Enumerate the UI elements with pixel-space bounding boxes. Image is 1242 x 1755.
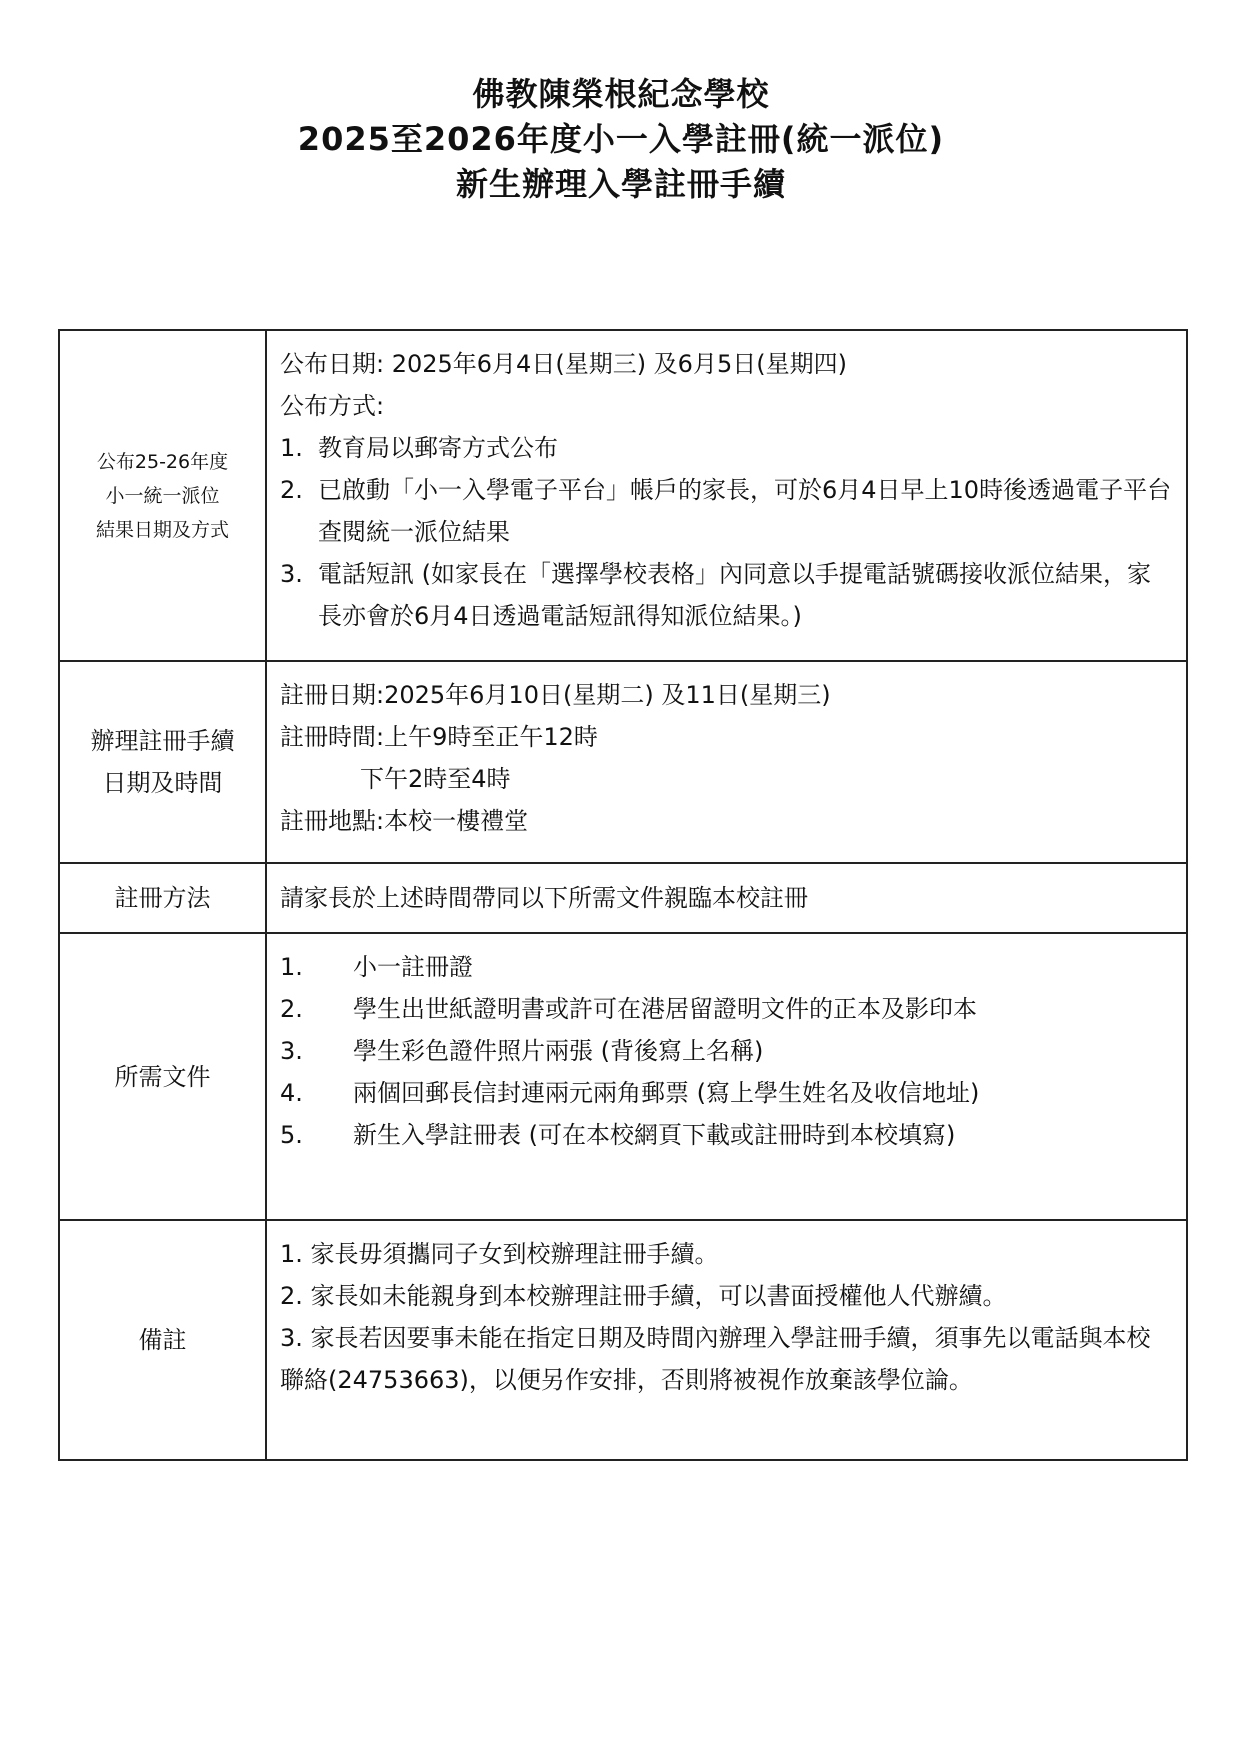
- list-item-number: 2.: [280, 476, 303, 504]
- content-remarks: [266, 1220, 1187, 1460]
- list-item: [280, 469, 1172, 553]
- list-item-text: 小一註冊證: [353, 953, 473, 981]
- list-item-text: 新生入學註冊表 (可在本校網頁下載或註冊時到本校填寫): [353, 1121, 956, 1149]
- label-schedule-line1: 辦理註冊手續: [90, 727, 235, 755]
- list-item: [280, 988, 1172, 1030]
- announcement-method-heading: 公布方式:: [280, 392, 385, 420]
- label-announcement: [59, 330, 266, 661]
- label-announcement-line3: 結果日期及方式: [95, 518, 229, 541]
- list-item-text: 兩個回郵長信封連兩元兩角郵票 (寫上學生姓名及收信地址): [353, 1079, 980, 1107]
- label-remarks: [59, 1220, 266, 1460]
- label-schedule: [59, 661, 266, 863]
- remark-item: 1. 家長毋須攜同子女到校辦理註冊手續。: [280, 1240, 719, 1268]
- document-header: [0, 72, 1242, 207]
- list-item-number: 3.: [280, 1037, 303, 1065]
- registration-date: 註冊日期:2025年6月10日(星期二) 及11日(星期三): [280, 681, 831, 709]
- list-item-text: 學生出世紙證明書或許可在港居留證明文件的正本及影印本: [353, 995, 977, 1023]
- remark-item: 3. 家長若因要事未能在指定日期及時間內辦理入學註冊手續，須事先以電話與本校聯絡(24753663)，以便另作安排，否則將被視作放棄該學位論。: [280, 1324, 1151, 1394]
- label-documents: [59, 933, 266, 1220]
- table-row-remarks: [59, 1220, 1187, 1460]
- list-item-number: 1.: [280, 953, 303, 981]
- list-item: [280, 1072, 1172, 1114]
- announcement-date: 公布日期: 2025年6月4日(星期三) 及6月5日(星期四): [280, 350, 847, 378]
- table-row-documents: [59, 933, 1187, 1220]
- content-documents: [266, 933, 1187, 1220]
- table-row-schedule: [59, 661, 1187, 863]
- list-item-number: 4.: [280, 1079, 303, 1107]
- list-item-number: 1.: [280, 434, 303, 462]
- school-name: 佛教陳榮根紀念學校: [472, 75, 770, 113]
- content-announcement: [266, 330, 1187, 661]
- list-item-text: 已啟動「小一入學電子平台」帳戶的家長，可於6月4日早上10時後透過電子平台查閱統一派位結果: [318, 476, 1172, 546]
- label-announcement-line1: 公布25-26年度: [96, 450, 229, 473]
- list-item-number: 2.: [280, 995, 303, 1023]
- registration-time-morning-line: [280, 716, 1172, 758]
- table-row-announcement: [59, 330, 1187, 661]
- list-item-number: 3.: [280, 560, 303, 588]
- content-method: [266, 863, 1187, 933]
- list-item-text: 教育局以郵寄方式公布: [318, 434, 558, 462]
- list-item: [280, 553, 1172, 637]
- document-subtitle: 2025至2026年度小一入學註冊(統一派位): [297, 120, 945, 158]
- procedure-title: 新生辦理入學註冊手續: [455, 165, 786, 203]
- method-text: 請家長於上述時間帶同以下所需文件親臨本校註冊: [280, 884, 808, 912]
- list-item: [280, 1030, 1172, 1072]
- remark-item: 2. 家長如未能親身到本校辦理註冊手續，可以書面授權他人代辦續。: [280, 1282, 1007, 1310]
- registration-venue: 註冊地點:本校一樓禮堂: [280, 807, 529, 835]
- list-item-text: 學生彩色證件照片兩張 (背後寫上名稱): [353, 1037, 764, 1065]
- content-schedule: [266, 661, 1187, 863]
- label-remarks-text: 備註: [138, 1326, 187, 1354]
- list-item: [280, 427, 1172, 469]
- list-item: [280, 946, 1172, 988]
- registration-time-morning: 上午9時至正午12時: [384, 723, 598, 751]
- list-item: [280, 1114, 1172, 1156]
- label-method-text: 註冊方法: [114, 884, 211, 912]
- registration-info-table: [58, 329, 1188, 1461]
- table-row-method: [59, 863, 1187, 933]
- label-announcement-line2: 小一統一派位: [105, 484, 220, 507]
- list-item-number: 5.: [280, 1121, 303, 1149]
- registration-time-label: 註冊時間:: [280, 723, 385, 751]
- registration-time-afternoon: 下午2時至4時: [360, 765, 511, 793]
- label-method: [59, 863, 266, 933]
- label-documents-text: 所需文件: [114, 1062, 211, 1091]
- list-item-text: 電話短訊 (如家長在「選擇學校表格」內同意以手提電話號碼接收派位結果，家長亦會於6月4日透過電話短訊得知派位結果。): [318, 560, 1151, 630]
- label-schedule-line2: 日期及時間: [102, 769, 223, 797]
